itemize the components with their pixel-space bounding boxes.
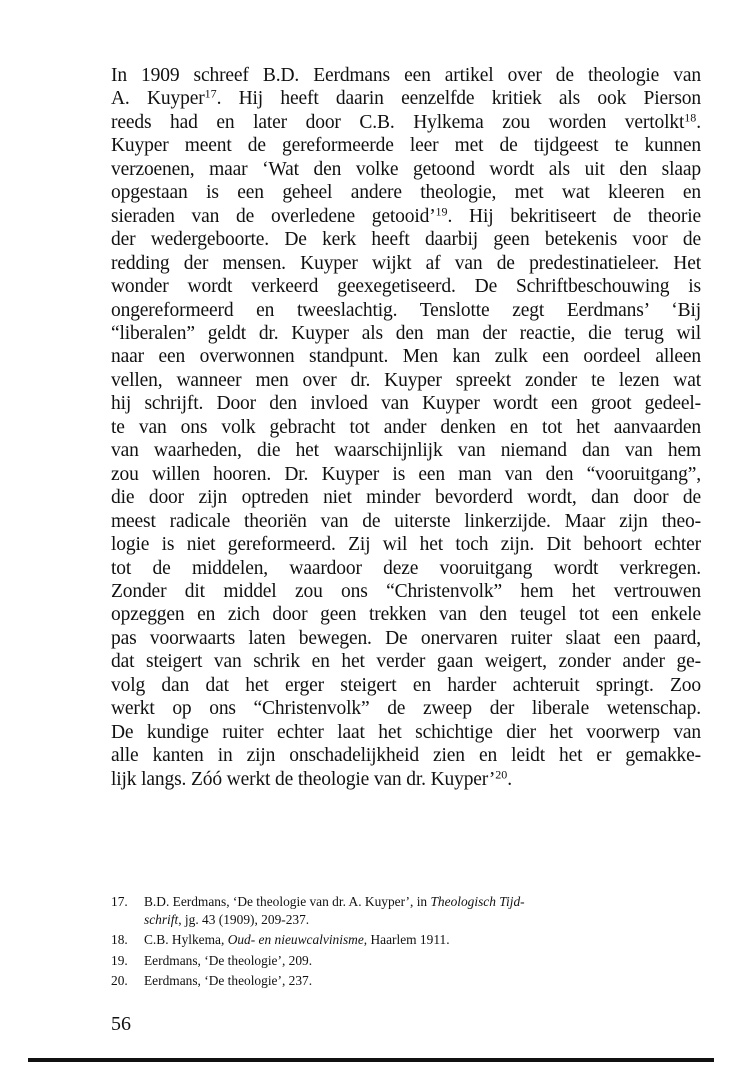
footnote-line xyxy=(144,971,701,992)
page-number: 56 xyxy=(111,1013,131,1035)
text-segment: tot de middelen, waardoor deze vooruitgang wordt verkregen. xyxy=(111,557,701,579)
text-line xyxy=(111,674,701,697)
text-segment: opgestaan is een geheel andere theologie, met wat kleeren en xyxy=(111,182,701,204)
text-segment: dat steigert van schrik en het verder gaan weigert, zonder ander ge- xyxy=(111,651,701,673)
text-line xyxy=(111,111,701,134)
text-segment: die door zijn optreden niet minder bevorderd wordt, dan door de xyxy=(111,487,701,509)
text-segment: A. Kuyper xyxy=(111,88,205,110)
footnote-reference: 19 xyxy=(435,204,448,219)
text-segment: wonder wordt verkeerd geexegetiseerd. De Schriftbeschouwing is xyxy=(111,276,701,298)
footnote-title: Theologisch Tijd- xyxy=(430,894,525,909)
text-line xyxy=(111,228,701,251)
footnote-line xyxy=(144,910,701,931)
text-line xyxy=(111,181,701,204)
footnote-item xyxy=(111,892,701,930)
text-segment: meest radicale theoriën van de uiterste linkerzijde. Maar zijn theo- xyxy=(111,510,701,532)
text-segment: lijk langs. Zóó werkt de theologie van dr. Kuyper’ xyxy=(111,768,496,790)
footnote-item xyxy=(111,971,701,992)
text-segment: der wedergeboorte. De kerk heeft daarbij geen betekenis voor de xyxy=(111,229,701,251)
text-line xyxy=(111,275,701,298)
footnote-number: 20. xyxy=(111,973,128,988)
text-segment: . Hij bekritiseert de theorie xyxy=(447,205,701,227)
text-line xyxy=(111,580,701,603)
text-segment: logie is niet gereformeerd. Zij wil het toch zijn. Dit behoort echter xyxy=(111,534,701,556)
text-segment: ongereformeerd en tweeslachtig. Tenslotte zegt Eerdmans’ ‘Bij xyxy=(111,299,701,321)
footnote-reference: 20 xyxy=(495,767,508,781)
text-line xyxy=(111,369,701,392)
text-line xyxy=(111,322,701,345)
text-line xyxy=(111,650,701,673)
text-line xyxy=(111,768,701,791)
footnote-text: Eerdmans, ‘De theologie’, 209. xyxy=(144,952,313,968)
text-segment: naar een overwonnen standpunt. Men kan zulk een oordeel alleen xyxy=(111,346,701,368)
text-line xyxy=(111,345,701,368)
footnote-text: , Haarlem 1911. xyxy=(363,932,450,947)
text-line xyxy=(111,557,701,580)
text-line xyxy=(111,134,701,157)
text-segment: zou willen hooren. Dr. Kuyper is een man van den “vooruitgang”, xyxy=(111,463,701,485)
text-segment: opzeggen en zich door geen trekken van den teugel tot een enkele xyxy=(111,604,701,626)
footnote-item xyxy=(111,930,701,951)
text-line xyxy=(111,697,701,720)
text-line xyxy=(111,416,701,439)
text-segment: Zonder dit middel zou ons “Christenvolk” hem het vertrouwen xyxy=(111,580,701,602)
footnote-text: Eerdmans, ‘De theologie’, 237. xyxy=(144,973,313,988)
text-segment: alle kanten in zijn onschadelijkheid zien en leidt het er gemakke- xyxy=(111,745,701,767)
footnote-line xyxy=(144,951,701,972)
text-line xyxy=(111,463,701,486)
footnote-reference: 17 xyxy=(204,86,217,101)
text-segment: “liberalen” geldt dr. Kuyper als den man der reactie, die terug wil xyxy=(111,322,701,344)
footnote-line xyxy=(144,930,701,951)
footnote-text: , jg. 43 (1909), 209-237. xyxy=(178,911,310,927)
text-segment: sieraden van de overledene getooid’ xyxy=(111,205,436,227)
text-line xyxy=(111,744,701,767)
body-text xyxy=(111,64,701,791)
text-segment: . xyxy=(507,768,512,790)
footnote-number: 17. xyxy=(111,894,128,909)
footnote-title: schrift xyxy=(144,911,179,927)
text-segment: Kuyper meent de gereformeerde leer met de tijdgeest te kunnen xyxy=(111,135,701,157)
text-line xyxy=(111,205,701,228)
text-segment: pas voorwaarts laten bewegen. De onervaren ruiter slaat een paard, xyxy=(111,627,701,649)
text-segment: hij schrijft. Door den invloed van Kuyper wordt een groot gedeel- xyxy=(111,393,701,415)
text-segment: . Hij heeft daarin eenzelfde kritiek als ook Pierson xyxy=(216,88,701,110)
text-segment: verzoenen, maar ‘Wat den volke getoond wordt als uit den slaap xyxy=(111,158,701,180)
footnote-title: Oud- en nieuwcalvinisme xyxy=(227,932,364,947)
text-line xyxy=(111,603,701,626)
text-line xyxy=(111,252,701,275)
text-line xyxy=(111,510,701,533)
text-line xyxy=(111,64,701,87)
footnote-number: 19. xyxy=(111,952,128,968)
text-line xyxy=(111,721,701,744)
text-line xyxy=(111,299,701,322)
text-segment: werkt op ons “Christenvolk” de zweep der liberale wetenschap. xyxy=(111,698,701,720)
footnote-item xyxy=(111,951,701,972)
footnote-text: B.D. Eerdmans, ‘De theologie van dr. A. Kuyper’, in xyxy=(144,894,431,909)
text-segment: De kundige ruiter echter laat het schichtige dier het voorwerp van xyxy=(111,721,701,743)
footnote-text: C.B. Hylkema, xyxy=(144,932,228,947)
text-segment: reeds had en later door C.B. Hylkema zou worden vertolkt xyxy=(111,111,685,133)
footnote-number: 18. xyxy=(111,932,128,947)
text-segment: te van ons volk gebracht tot ander denken en tot het aanvaarden xyxy=(111,416,701,438)
text-line xyxy=(111,533,701,556)
text-line xyxy=(111,87,701,110)
text-line xyxy=(111,486,701,509)
text-line xyxy=(111,158,701,181)
text-segment: van waarheden, die het waarschijnlijk van niemand dan van hem xyxy=(111,440,701,462)
text-segment: . xyxy=(696,111,701,133)
text-segment: vellen, wanneer men over dr. Kuyper spreekt zonder te lezen wat xyxy=(111,369,701,391)
text-segment: volg dan dat het erger steigert en harder achteruit springt. Zoo xyxy=(111,674,701,696)
text-segment: In 1909 schreef B.D. Eerdmans een artikel over de theologie van xyxy=(111,65,701,86)
footnote-reference: 18 xyxy=(684,110,697,125)
text-line xyxy=(111,627,701,650)
text-segment: redding der mensen. Kuyper wijkt af van de predestinatieleer. Het xyxy=(111,252,701,274)
footnotes xyxy=(111,892,701,992)
text-line xyxy=(111,439,701,462)
bottom-rule xyxy=(28,1058,714,1062)
text-line xyxy=(111,392,701,415)
